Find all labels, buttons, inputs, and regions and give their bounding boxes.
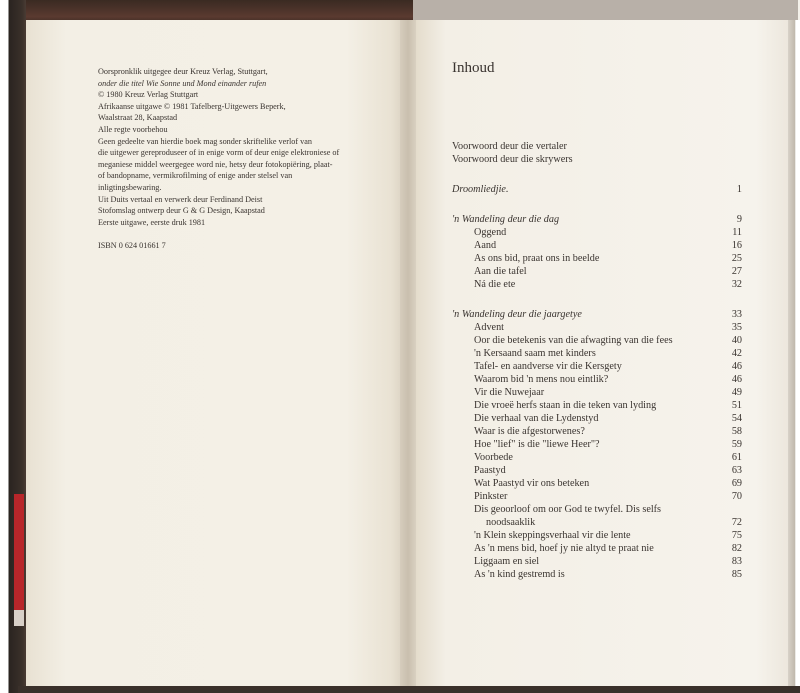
toc-entry <box>452 503 742 516</box>
toc-entry-page: 61 <box>731 452 742 463</box>
toc-entry <box>452 278 742 291</box>
colophon-line: of bandopname, vermikrofilming of enige ander stelsel van <box>98 171 293 181</box>
toc-entry-title: Pinkster <box>474 491 508 502</box>
toc-entry <box>452 438 742 451</box>
colophon-line: Stofomslag ontwerp deur G & G Design, Kaapstad <box>98 206 265 216</box>
toc-entry-title: Paastyd <box>474 465 506 476</box>
toc-entry-continuation <box>452 516 742 529</box>
toc-entry-page: 59 <box>731 439 742 450</box>
toc-entry-title: noodsaaklik <box>486 517 536 528</box>
toc-entry-title: Ná die ete <box>474 279 516 290</box>
toc-entry-title: Dis geoorloof om oor God te twyfel. Dis selfs <box>474 504 662 515</box>
toc-entry-page: 33 <box>731 309 742 320</box>
toc-entry-title: Waarom bid 'n mens nou eintlik? <box>474 374 609 385</box>
toc-section-heading <box>452 213 742 226</box>
toc-entry-page: 9 <box>736 214 742 225</box>
toc-entry-page: 54 <box>731 413 742 424</box>
red-bookmark-tab <box>14 494 24 614</box>
toc-entry <box>452 321 742 334</box>
toc-entry-page: 16 <box>731 240 742 251</box>
toc-entry <box>452 265 742 278</box>
toc-entry <box>452 425 742 438</box>
toc-entry <box>452 386 742 399</box>
toc-entry-title: As 'n kind gestremd is <box>474 569 565 580</box>
toc-entry-page: 1 <box>736 184 742 195</box>
toc-title: Inhoud <box>452 60 495 76</box>
toc-entry <box>452 252 742 265</box>
colophon-gap <box>98 228 398 240</box>
toc-entry-page: 51 <box>731 400 742 411</box>
toc-entry-title: Die vroeë herfs staan in die teken van lyding <box>474 400 657 411</box>
toc-entry <box>452 360 742 373</box>
toc-entry-title: As ons bid, praat ons in beelde <box>474 253 600 264</box>
toc-entry <box>452 542 742 555</box>
toc-entry-title: Voorwoord deur die vertaler <box>452 141 567 152</box>
toc-entry-title: Aand <box>474 240 497 251</box>
toc-entry <box>452 183 742 196</box>
toc-entry <box>452 140 742 153</box>
toc-entry-page: 75 <box>731 530 742 541</box>
colophon-line: Uit Duits vertaal en verwerk deur Ferdinand Deist <box>98 194 263 204</box>
toc-entry-page: 82 <box>731 543 742 554</box>
toc-entry <box>452 464 742 477</box>
colophon-line: Oorspronklik uitgegee deur Kreuz Verlag, Stuttgart, <box>98 67 268 76</box>
isbn-line: ISBN 0 624 01661 7 <box>98 240 166 250</box>
toc-entry-page: 58 <box>731 426 742 437</box>
toc-entry <box>452 490 742 503</box>
colophon-line: Alle regte voorbehou <box>98 124 168 134</box>
toc-entry-title: Tafel- en aandverse vir die Kersgety <box>474 361 622 372</box>
toc-entry-title: Waar is die afgestorwenes? <box>474 426 585 437</box>
colophon-line: Afrikaanse uitgawe © 1981 Tafelberg-Uitgewers Beperk, <box>98 101 286 111</box>
toc-entry <box>452 334 742 347</box>
toc-entry <box>452 451 742 464</box>
toc-entry-title: Aan die tafel <box>474 266 527 277</box>
toc-entry-title: As 'n mens bid, hoef jy nie altyd te praat nie <box>474 543 654 554</box>
toc-entry <box>452 399 742 412</box>
toc-entry-page: 46 <box>731 361 742 372</box>
toc-entry-title: Hoe "lief" is die "liewe Heer"? <box>474 439 600 450</box>
toc-entry-title: Vir die Nuwejaar <box>474 387 545 398</box>
toc-entry-title: Voorwoord deur die skrywers <box>452 154 573 165</box>
toc-entry-title: Oor die betekenis van die afwagting van die fees <box>474 335 673 346</box>
toc-entry-title: Voorbede <box>474 452 513 463</box>
toc-entry <box>452 568 742 581</box>
toc-entry-title: Droomliedjie. <box>452 184 509 195</box>
toc-entry-title: Liggaam en siel <box>474 556 540 567</box>
colophon-line: onder die titel Wie Sonne und Mond einander rufen <box>98 78 267 88</box>
toc-entry-page: 35 <box>731 322 742 333</box>
toc-entry-page: 42 <box>731 348 742 359</box>
toc-entry-title: Wat Paastyd vir ons beteken <box>474 478 590 489</box>
toc-entry <box>452 373 742 386</box>
toc-section-heading <box>452 308 742 321</box>
toc-entry-title: Advent <box>474 322 504 333</box>
book-bottom-edge <box>18 686 800 693</box>
toc-entry-title: 'n Kersaand saam met kinders <box>474 348 596 359</box>
colophon-line: Geen gedeelte van hierdie boek mag sonder skriftelike verlof van <box>98 136 312 146</box>
toc-entry-page: 72 <box>731 517 742 528</box>
toc-entry-page: 69 <box>731 478 742 489</box>
toc-entry <box>452 529 742 542</box>
toc-entry-page: 83 <box>731 556 742 567</box>
toc-entry <box>452 555 742 568</box>
toc-entry-title: Oggend <box>474 227 507 238</box>
toc-entry <box>452 153 742 166</box>
colophon-line: inligtingsbewaring. <box>98 182 162 192</box>
toc-entry-title: 'n Wandeling deur die jaargetye <box>452 309 582 320</box>
colophon-line: © 1980 Kreuz Verlag Stuttgart <box>98 90 199 100</box>
toc-entry <box>452 477 742 490</box>
toc-entry-page: 11 <box>732 227 742 238</box>
colophon-line: Waalstraat 28, Kaapstad <box>98 113 178 123</box>
toc-entry <box>452 239 742 252</box>
toc-entry-page: 27 <box>731 266 742 277</box>
toc-entry-title: 'n Wandeling deur die dag <box>452 214 560 225</box>
toc-entry <box>452 347 742 360</box>
toc-entry-page: 70 <box>731 491 742 502</box>
bookmark-tab-end <box>14 610 24 626</box>
colophon-line: meganiese middel weergegee word nie, hetsy deur fotokopiëring, plaat- <box>98 159 333 169</box>
toc-entry-page: 49 <box>731 387 742 398</box>
colophon-text <box>98 66 398 252</box>
toc-entry-page: 63 <box>731 465 742 476</box>
book-right-edge <box>788 20 800 686</box>
toc-entry-page: 32 <box>731 279 742 290</box>
toc-entry-title: 'n Klein skeppingsverhaal vir die lente <box>474 530 631 541</box>
colophon-line: Eerste uitgawe, eerste druk 1981 <box>98 217 206 227</box>
toc-entry-page: 40 <box>731 335 742 346</box>
toc-entry-page: 25 <box>731 253 742 264</box>
toc-entry-page: 85 <box>731 569 742 580</box>
colophon-line: die uitgewer gereproduseer of in enige vorm of deur enige elektroniese of <box>98 148 340 158</box>
top-edge-highlight <box>413 0 798 20</box>
toc-entry-title: Die verhaal van die Lydenstyd <box>474 413 599 424</box>
toc-entry-page: 46 <box>731 374 742 385</box>
toc-entry <box>452 226 742 239</box>
toc-entry <box>452 412 742 425</box>
